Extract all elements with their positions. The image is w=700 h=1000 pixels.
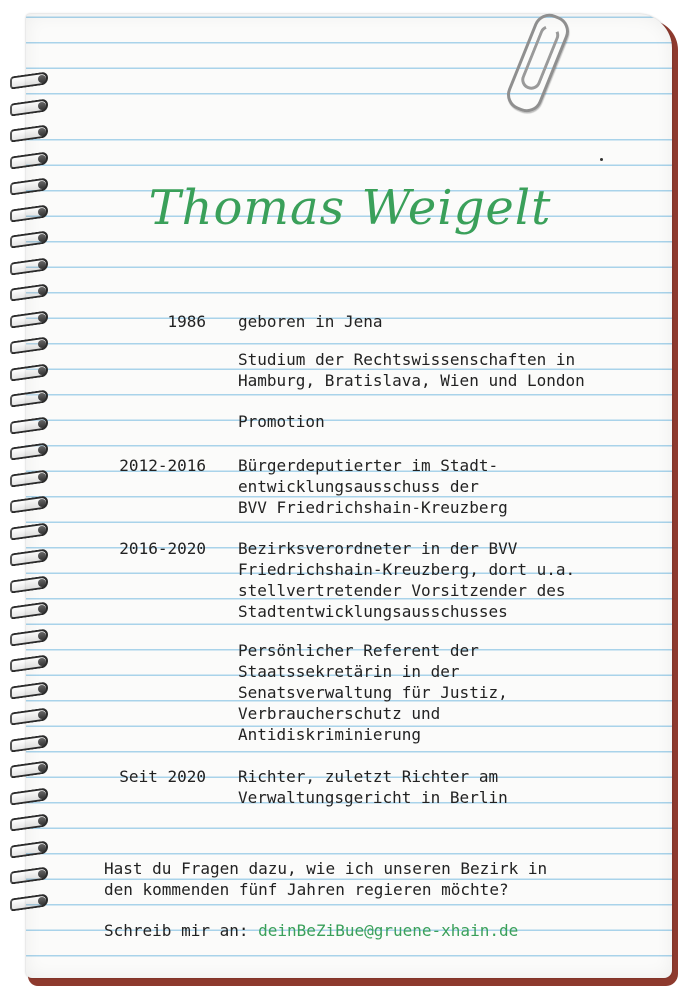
cv-description: Bezirksverordneter in der BVV Friedrichshain-Kreuzberg, dort u.a. stellvertretender Vorsitzender des Stadtentwicklungsausschusses xyxy=(238,539,576,621)
wire-loop xyxy=(10,416,48,434)
cv-description: Promotion xyxy=(238,412,325,431)
page-title: Thomas Weigelt xyxy=(148,180,552,236)
spiral-ring xyxy=(6,867,52,881)
wire-loop xyxy=(10,628,48,646)
wire-loop xyxy=(10,787,48,805)
spiral-ring xyxy=(6,655,52,669)
wire-loop xyxy=(10,71,48,89)
wire-loop xyxy=(10,760,48,778)
spiral-ring xyxy=(6,72,52,86)
wire-loop xyxy=(10,522,48,540)
wire-loop xyxy=(10,681,48,699)
spiral-ring xyxy=(6,788,52,802)
wire-loop xyxy=(10,866,48,884)
spiral-ring xyxy=(6,708,52,722)
cv-year: 2012-2016 xyxy=(119,456,206,475)
wire-loop xyxy=(10,707,48,725)
closing-question: Hast du Fragen dazu, wie ich unseren Bezirk in den kommenden fünf Jahren regieren möchte? xyxy=(104,859,548,899)
cv-year: Seit 2020 xyxy=(119,767,206,786)
spiral-ring xyxy=(6,337,52,351)
spiral-ring xyxy=(6,443,52,457)
spiral-ring xyxy=(6,152,52,166)
wire-loop xyxy=(10,310,48,328)
spiral-ring xyxy=(6,682,52,696)
wire-loop xyxy=(10,98,48,116)
spiral-ring xyxy=(6,284,52,298)
spiral-ring xyxy=(6,841,52,855)
spiral-ring xyxy=(6,549,52,563)
wire-loop xyxy=(10,336,48,354)
cv-description: geboren in Jena xyxy=(238,312,383,331)
wire-loop xyxy=(10,495,48,513)
cv-description: Richter, zuletzt Richter am Verwaltungsgericht in Berlin xyxy=(238,767,508,807)
wire-loop xyxy=(10,601,48,619)
spiral-ring xyxy=(6,629,52,643)
spiral-ring xyxy=(6,894,52,908)
spiral-ring xyxy=(6,814,52,828)
wire-loop xyxy=(10,283,48,301)
wire-loop xyxy=(10,813,48,831)
contact-label: Schreib mir an: xyxy=(104,921,249,940)
cv-description: Bürgerdeputierter im Stadt- entwicklungsausschuss der BVV Friedrichshain-Kreuzberg xyxy=(238,456,508,517)
spiral-ring xyxy=(6,417,52,431)
spiral-ring xyxy=(6,576,52,590)
spiral-ring xyxy=(6,735,52,749)
wire-loop xyxy=(10,893,48,911)
wire-loop xyxy=(10,840,48,858)
wire-loop xyxy=(10,257,48,275)
spiral-ring xyxy=(6,390,52,404)
wire-loop xyxy=(10,548,48,566)
wire-loop xyxy=(10,124,48,142)
wire-loop xyxy=(10,389,48,407)
contact-email-link[interactable]: deinBeZiBue@gruene-xhain.de xyxy=(258,921,519,940)
spiral-ring xyxy=(6,364,52,378)
spiral-ring xyxy=(6,258,52,272)
spiral-ring xyxy=(6,602,52,616)
wire-loop xyxy=(10,734,48,752)
wire-loop xyxy=(10,469,48,487)
cv-year: 2016-2020 xyxy=(119,539,206,558)
spiral-ring xyxy=(6,496,52,510)
cv-description: Persönlicher Referent der Staatssekretärin in der Senatsverwaltung für Justiz, Verbraucherschutz und Antidiskriminierung xyxy=(238,641,508,744)
wire-loop xyxy=(10,151,48,169)
cv-year: 1986 xyxy=(167,312,206,331)
spiral-ring xyxy=(6,470,52,484)
spiral-ring xyxy=(6,523,52,537)
wire-loop xyxy=(10,654,48,672)
wire-loop xyxy=(10,575,48,593)
spiral-ring xyxy=(6,311,52,325)
ink-dot xyxy=(600,158,603,161)
spiral-ring xyxy=(6,99,52,113)
cv-description: Studium der Rechtswissenschaften in Hamburg, Bratislava, Wien und London xyxy=(238,350,585,390)
contact-line xyxy=(104,920,664,941)
spiral-ring xyxy=(6,761,52,775)
wire-loop xyxy=(10,363,48,381)
wire-loop xyxy=(10,442,48,460)
spiral-ring xyxy=(6,125,52,139)
